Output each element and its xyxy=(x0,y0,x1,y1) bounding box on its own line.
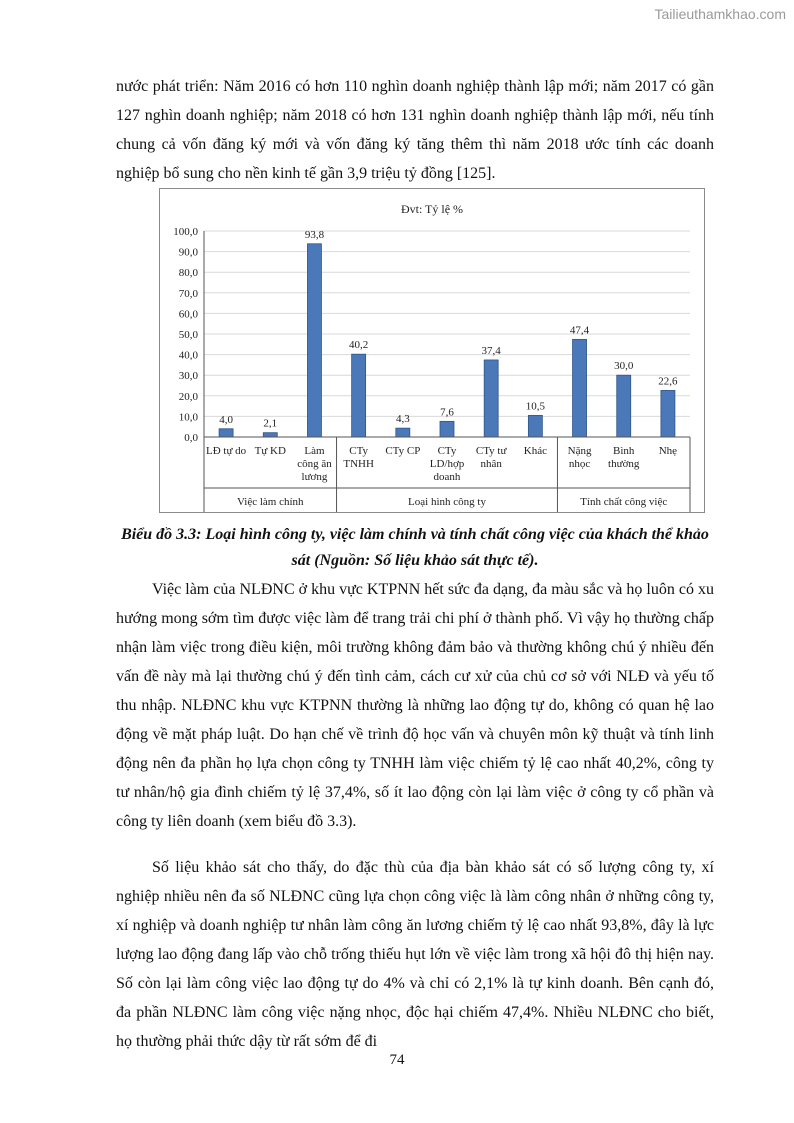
data-label: 40,2 xyxy=(349,339,369,352)
category-label-line: thường xyxy=(608,458,640,470)
category-label-line: Bình xyxy=(613,445,635,457)
data-label: 30,0 xyxy=(614,360,634,373)
category-label-line: lương xyxy=(301,471,328,483)
category-label-line: công ăn xyxy=(297,458,332,470)
data-label: 22,6 xyxy=(658,375,678,388)
y-tick-label: 40,0 xyxy=(178,349,198,362)
group-label: Tính chất công việc xyxy=(580,496,668,508)
category-label xyxy=(385,445,420,457)
data-label: 4,0 xyxy=(219,413,233,426)
data-label: 10,5 xyxy=(525,400,545,413)
y-tick-label: 20,0 xyxy=(178,390,198,403)
category-label-line: nhân xyxy=(480,458,502,470)
data-label: 47,4 xyxy=(569,324,590,337)
bar xyxy=(440,421,454,437)
bar xyxy=(352,354,366,437)
bar xyxy=(573,339,587,437)
bar xyxy=(484,360,498,437)
category-label-line: CTy xyxy=(437,445,457,457)
category-label-line: Nhẹ xyxy=(658,445,678,457)
y-tick-label: 70,0 xyxy=(178,287,198,300)
category-label xyxy=(568,445,592,470)
watermark: Tailieuthamkhao.com xyxy=(654,6,786,22)
bar-chart xyxy=(159,188,705,513)
category-label xyxy=(255,445,286,457)
paragraph-2: Việc làm của NLĐNC ở khu vực KTPNN hết sức đa dạng, đa màu sắc và họ luôn có xu hướng mong sớm tìm được việc làm để trang trải chi phí ở thành phố. Vì vậy họ thường chấp nhận làm việc trong điều kiện, môi trường không đảm bảo và thường không chú ý nhiều đến vấn đề này mà lại thường chú ý đến tình cảm, cách cư xử của chủ cơ sở với NLĐ và yếu tố thu nhập. NLĐNC khu vực KTPNN thường là những lao động tự do, không có quan hệ lao động về mặt pháp luật. Do hạn chế về trình độ học vấn và chuyên môn kỹ thuật và tính linh động nên đa phần họ lựa chọn công ty TNHH làm việc chiếm tỷ lệ cao nhất 40,2%, công ty tư nhân/hộ gia đình chiếm tỷ lệ 37,4%, số ít lao động còn lại làm việc ở công ty cổ phần và công ty liên doanh (xem biểu đồ 3.3). xyxy=(116,581,714,830)
category-label-line: CTy xyxy=(349,445,369,457)
paragraph-1: nước phát triển: Năm 2016 có hơn 110 nghìn doanh nghiệp thành lập mới; năm 2017 có gần 127 nghìn doanh nghiệp; năm 2018 có hơn 131 nghìn doanh nghiệp thành lập mới, nếu tính chung cả vốn đăng ký mới và vốn đăng ký tăng thêm thì năm 2018 ước tính các doanh nghiệp bổ sung cho nền kinh tế gần 3,9 triệu tỷ đồng [125]. xyxy=(116,78,714,182)
data-label: 2,1 xyxy=(263,417,278,430)
bar xyxy=(307,244,321,437)
category-label-line: Nặng xyxy=(567,445,592,457)
y-tick-label: 100,0 xyxy=(173,226,198,238)
chart-title: Đvt: Tỷ lệ % xyxy=(400,202,464,216)
category-label-line: nhọc xyxy=(568,458,591,470)
bar xyxy=(219,429,233,437)
category-label xyxy=(206,445,247,457)
group-label: Việc làm chính xyxy=(236,496,304,508)
category-label xyxy=(659,445,677,457)
category-label-line: doanh xyxy=(433,471,461,483)
paragraph-3: Số liệu khảo sát cho thấy, do đặc thù của địa bàn khảo sát có số lượng công ty, xí nghiệp nhiều nên đa số NLĐNC cũng lựa chọn công việc là làm công nhân ở những công ty, xí nghiệp và doanh nghiệp tư nhân làm công ăn lương chiếm tỷ lệ cao nhất 93,8%, đây là lực lượng lao động đang lấp vào chỗ trống thiếu hụt lớn về việc làm trong xã hội đô thị hiện nay. Số còn lại làm công việc lao động tự do 4% và chỉ có 2,1% là tự kinh doanh. Bên cạnh đó, đa phần NLĐNC làm công việc nặng nhọc, độc hại chiếm 47,4%. Nhiều NLĐNC cho biết, họ thường phải thức dậy từ rất sớm để đi xyxy=(116,859,714,1050)
category-label-line: LĐ tự do xyxy=(205,445,247,457)
y-tick-label: 80,0 xyxy=(178,267,198,280)
category-label-line: CTy CP xyxy=(385,445,421,457)
y-tick-label: 90,0 xyxy=(178,246,198,259)
data-label: 4,3 xyxy=(395,413,410,426)
bar xyxy=(661,390,675,437)
category-label-line: Tự KD xyxy=(254,445,286,457)
group-label: Loại hình công ty xyxy=(408,496,486,508)
y-tick-label: 30,0 xyxy=(178,370,198,383)
bar xyxy=(617,375,631,437)
category-label-line: Khác xyxy=(523,445,547,457)
bar xyxy=(528,415,542,437)
figure-caption: Biểu đồ 3.3: Loại hình công ty, việc làm chính và tính chất công việc của khách thể khảo sát (Nguồn: Số liệu khảo sát thực tế). xyxy=(121,526,709,569)
data-label: 37,4 xyxy=(481,344,501,357)
y-tick-label: 60,0 xyxy=(178,308,198,321)
category-label-line: CTy tư xyxy=(475,445,507,457)
category-label-line: Làm xyxy=(304,445,325,457)
y-tick-label: 0,0 xyxy=(184,432,198,444)
page-number: 74 xyxy=(389,1052,405,1068)
category-label-line: TNHH xyxy=(343,458,374,470)
category-label xyxy=(524,445,547,457)
bar xyxy=(263,433,277,437)
bar xyxy=(396,428,410,437)
category-label-line: LD/hợp xyxy=(429,458,465,470)
y-tick-label: 10,0 xyxy=(178,411,198,424)
data-label: 7,6 xyxy=(440,406,454,419)
data-label: 93,8 xyxy=(304,228,325,241)
y-tick-label: 50,0 xyxy=(178,329,198,341)
